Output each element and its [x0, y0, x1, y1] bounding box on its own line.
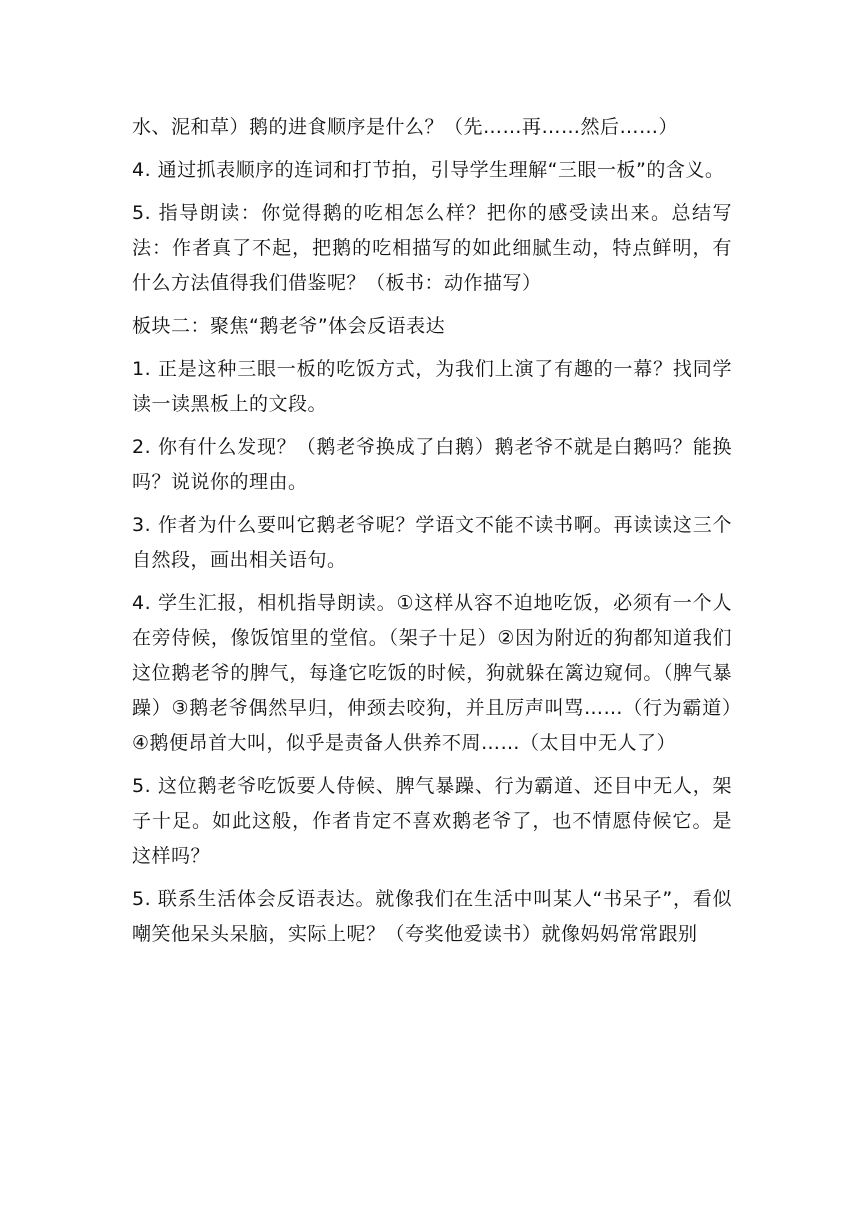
paragraph-block2-step-4: 4. 学生汇报，相机指导朗读。①这样从容不迫地吃饭，必须有一个人在旁侍候，像饭馆里的堂倌。（架子十足）②因为附近的狗都知道我们这位鹅老爷的脾气，每逢它吃饭的时候，狗就躲在篱边窥伺。（脾气暴躁）③鹅老爷偶然早归，伸颈去咬狗，并且厉声叫骂……（行为霸道）④鹅便昂首大叫，似乎是责备人供养不周……（太目中无人了） — [132, 592, 732, 754]
document-body — [132, 110, 732, 960]
paragraph-step-4-rhythm: 4. 通过抓表顺序的连词和打节拍，引导学生理解“三眼一板”的含义。 — [132, 159, 725, 181]
paragraph-step-5-reading: 5. 指导朗读：你觉得鹅的吃相怎么样？把你的感受读出来。总结写法：作者真了不起，把鹅的吃相描写的如此细腻生动，特点鲜明，有什么方法值得我们借鉴呢？（板书：动作描写） — [132, 202, 732, 294]
paragraph-block2-step-3: 3. 作者为什么要叫它鹅老爷呢？学语文不能不读书啊。再读读这三个自然段，画出相关语句。 — [132, 514, 732, 571]
paragraph-block2-step-1: 1. 正是这种三眼一板的吃饭方式，为我们上演了有趣的一幕？找同学读一读黑板上的文段。 — [132, 358, 732, 415]
section-heading-block-two: 板块二：聚焦“鹅老爷”体会反语表达 — [132, 315, 446, 337]
paragraph-block2-step-5b: 5. 联系生活体会反语表达。就像我们在生活中叫某人“书呆子”，看似嘲笑他呆头呆脑，实际上呢？（夸奖他爱读书）就像妈妈常常跟别 — [132, 888, 732, 945]
paragraph-block2-step-5a: 5. 这位鹅老爷吃饭要人侍候、脾气暴躁、行为霸道、还目中无人，架子十足。如此这般，作者肯定不喜欢鹅老爷了，也不情愿侍候它。是这样吗？ — [132, 775, 732, 867]
paragraph-block2-step-2: 2. 你有什么发现？（鹅老爷换成了白鹅）鹅老爷不就是白鹅吗？能换吗？说说你的理由。 — [132, 436, 732, 493]
paragraph-feeding-order: 水、泥和草）鹅的进食顺序是什么？（先……再……然后……） — [132, 116, 679, 138]
